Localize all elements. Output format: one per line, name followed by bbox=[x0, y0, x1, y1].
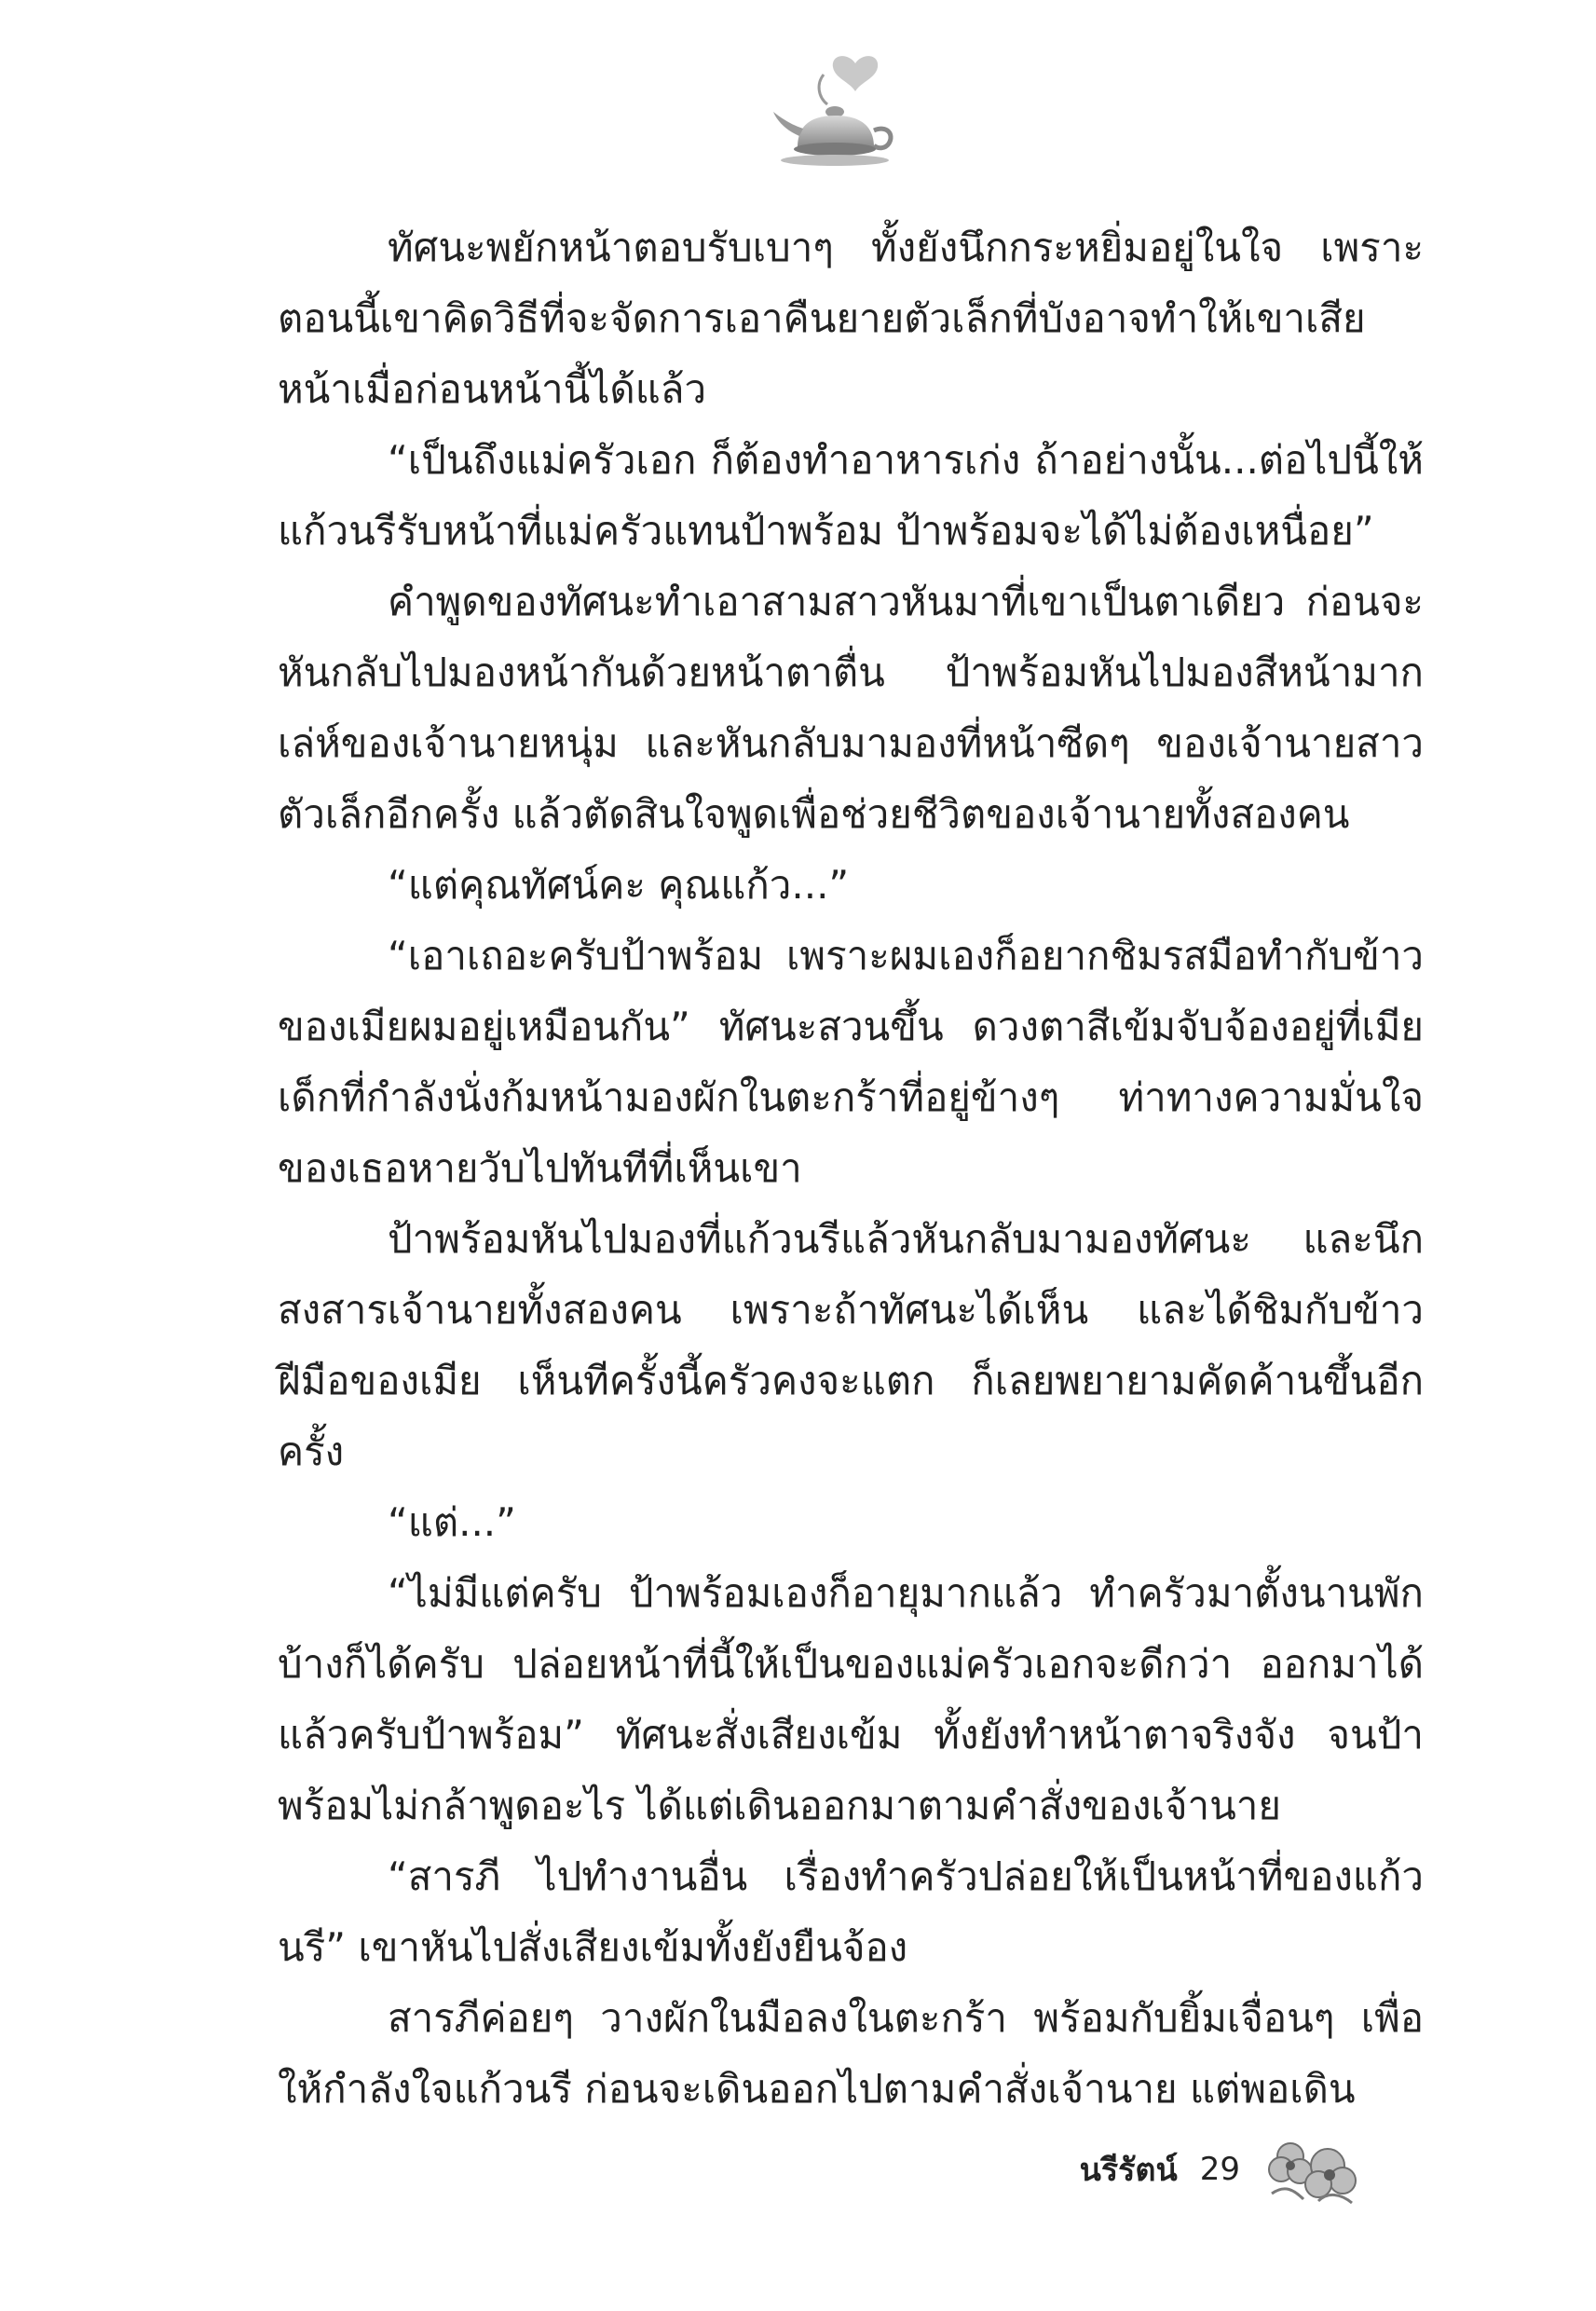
page-footer bbox=[1080, 2132, 1363, 2207]
paragraph: “เอาเถอะครับป้าพร้อม เพราะผมเองก็อยากชิมรสมือทำกับข้าวของเมียผมอยู่เหมือนกัน” ทัศนะสวนขึ้น ดวงตาสีเข้มจับจ้องอยู่ที่เมียเด็กที่กำลังนั่งก้มหน้ามองผักในตะกร้าที่อยู่ข้างๆ ท่าทางความมั่นใจของเธอหายวับไปทันทีที่เห็นเขา bbox=[278, 933, 1424, 1191]
paragraph: “แต่...” bbox=[388, 1499, 516, 1545]
author-name: นรีรัตน์ bbox=[1079, 2152, 1178, 2189]
paragraph: ทัศนะพยักหน้าตอบรับเบาๆ ทั้งยังนึกกระหยิ่มอยู่ในใจ เพราะตอนนี้เขาคิดวิธีที่จะจัดการเอาคืนยายตัวเล็กที่บังอาจทำให้เขาเสียหน้าเมื่อก่อนหน้านี้ได้แล้ว bbox=[278, 225, 1424, 412]
paragraph: “สารภี ไปทำงานอื่น เรื่องทำครัวปล่อยให้เป็นหน้าที่ของแก้วนรี” เขาหันไปสั่งเสียงเข้มทั้งยังยืนจ้อง bbox=[278, 1853, 1424, 1970]
paragraph: “ไม่มีแต่ครับ ป้าพร้อมเองก็อายุมากแล้ว ทำครัวมาตั้งนานพักบ้างก็ได้ครับ ปล่อยหน้าที่นี้ให้เป็นของแม่ครัวเอกจะดีกว่า ออกมาได้แล้วครับป้าพร้อม” ทัศนะสั่งเสียงเข้ม ทั้งยังทำหน้าตาจริงจัง จนป้าพร้อมไม่กล้าพูดอะไร ได้แต่เดินออกมาตามคำสั่งของเจ้านาย bbox=[278, 1570, 1424, 1828]
body-text bbox=[278, 212, 1424, 2125]
paragraph: สารภีค่อยๆ วางผักในมือลงในตะกร้า พร้อมกับยิ้มเจื่อนๆ เพื่อให้กำลังใจแก้วนรี ก่อนจะเดินออกไปตามคำสั่งเจ้านาย แต่พอเดิน bbox=[278, 1995, 1424, 2112]
paragraph: คำพูดของทัศนะทำเอาสามสาวหันมาที่เขาเป็นตาเดียว ก่อนจะหันกลับไปมองหน้ากันด้วยหน้าตาตื่น ป้าพร้อมหันไปมองสีหน้ามากเล่ห์ของเจ้านายหนุ่ม และหันกลับมามองที่หน้าซีดๆ ของเจ้านายสาวตัวเล็กอีกครั้ง แล้วตัดสินใจพูดเพื่อช่วยชีวิตของเจ้านายทั้งสองคน bbox=[278, 579, 1424, 837]
page-number: 29 bbox=[1199, 2151, 1240, 2188]
paragraph: “แต่คุณทัศน์คะ คุณแก้ว...” bbox=[388, 862, 850, 908]
flower-ornament-icon bbox=[1262, 2128, 1363, 2210]
paragraph: “เป็นถึงแม่ครัวเอก ก็ต้องทำอาหารเก่ง ถ้าอย่างนั้น...ต่อไปนี้ให้แก้วนรีรับหน้าที่แม่ครัวแทนป้าพร้อม ป้าพร้อมจะได้ไม่ต้องเหนื่อย” bbox=[278, 437, 1424, 554]
paragraph: ป้าพร้อมหันไปมองที่แก้วนรีแล้วหันกลับมามองทัศนะ และนึกสงสารเจ้านายทั้งสองคน เพราะถ้าทัศนะได้เห็น และได้ชิมกับข้าวฝีมือของเมีย เห็นทีครั้งนี้ครัวคงจะแตก ก็เลยพยายามคัดค้านขึ้นอีกครั้ง bbox=[278, 1216, 1424, 1474]
teapot-ornament-icon bbox=[770, 47, 909, 177]
